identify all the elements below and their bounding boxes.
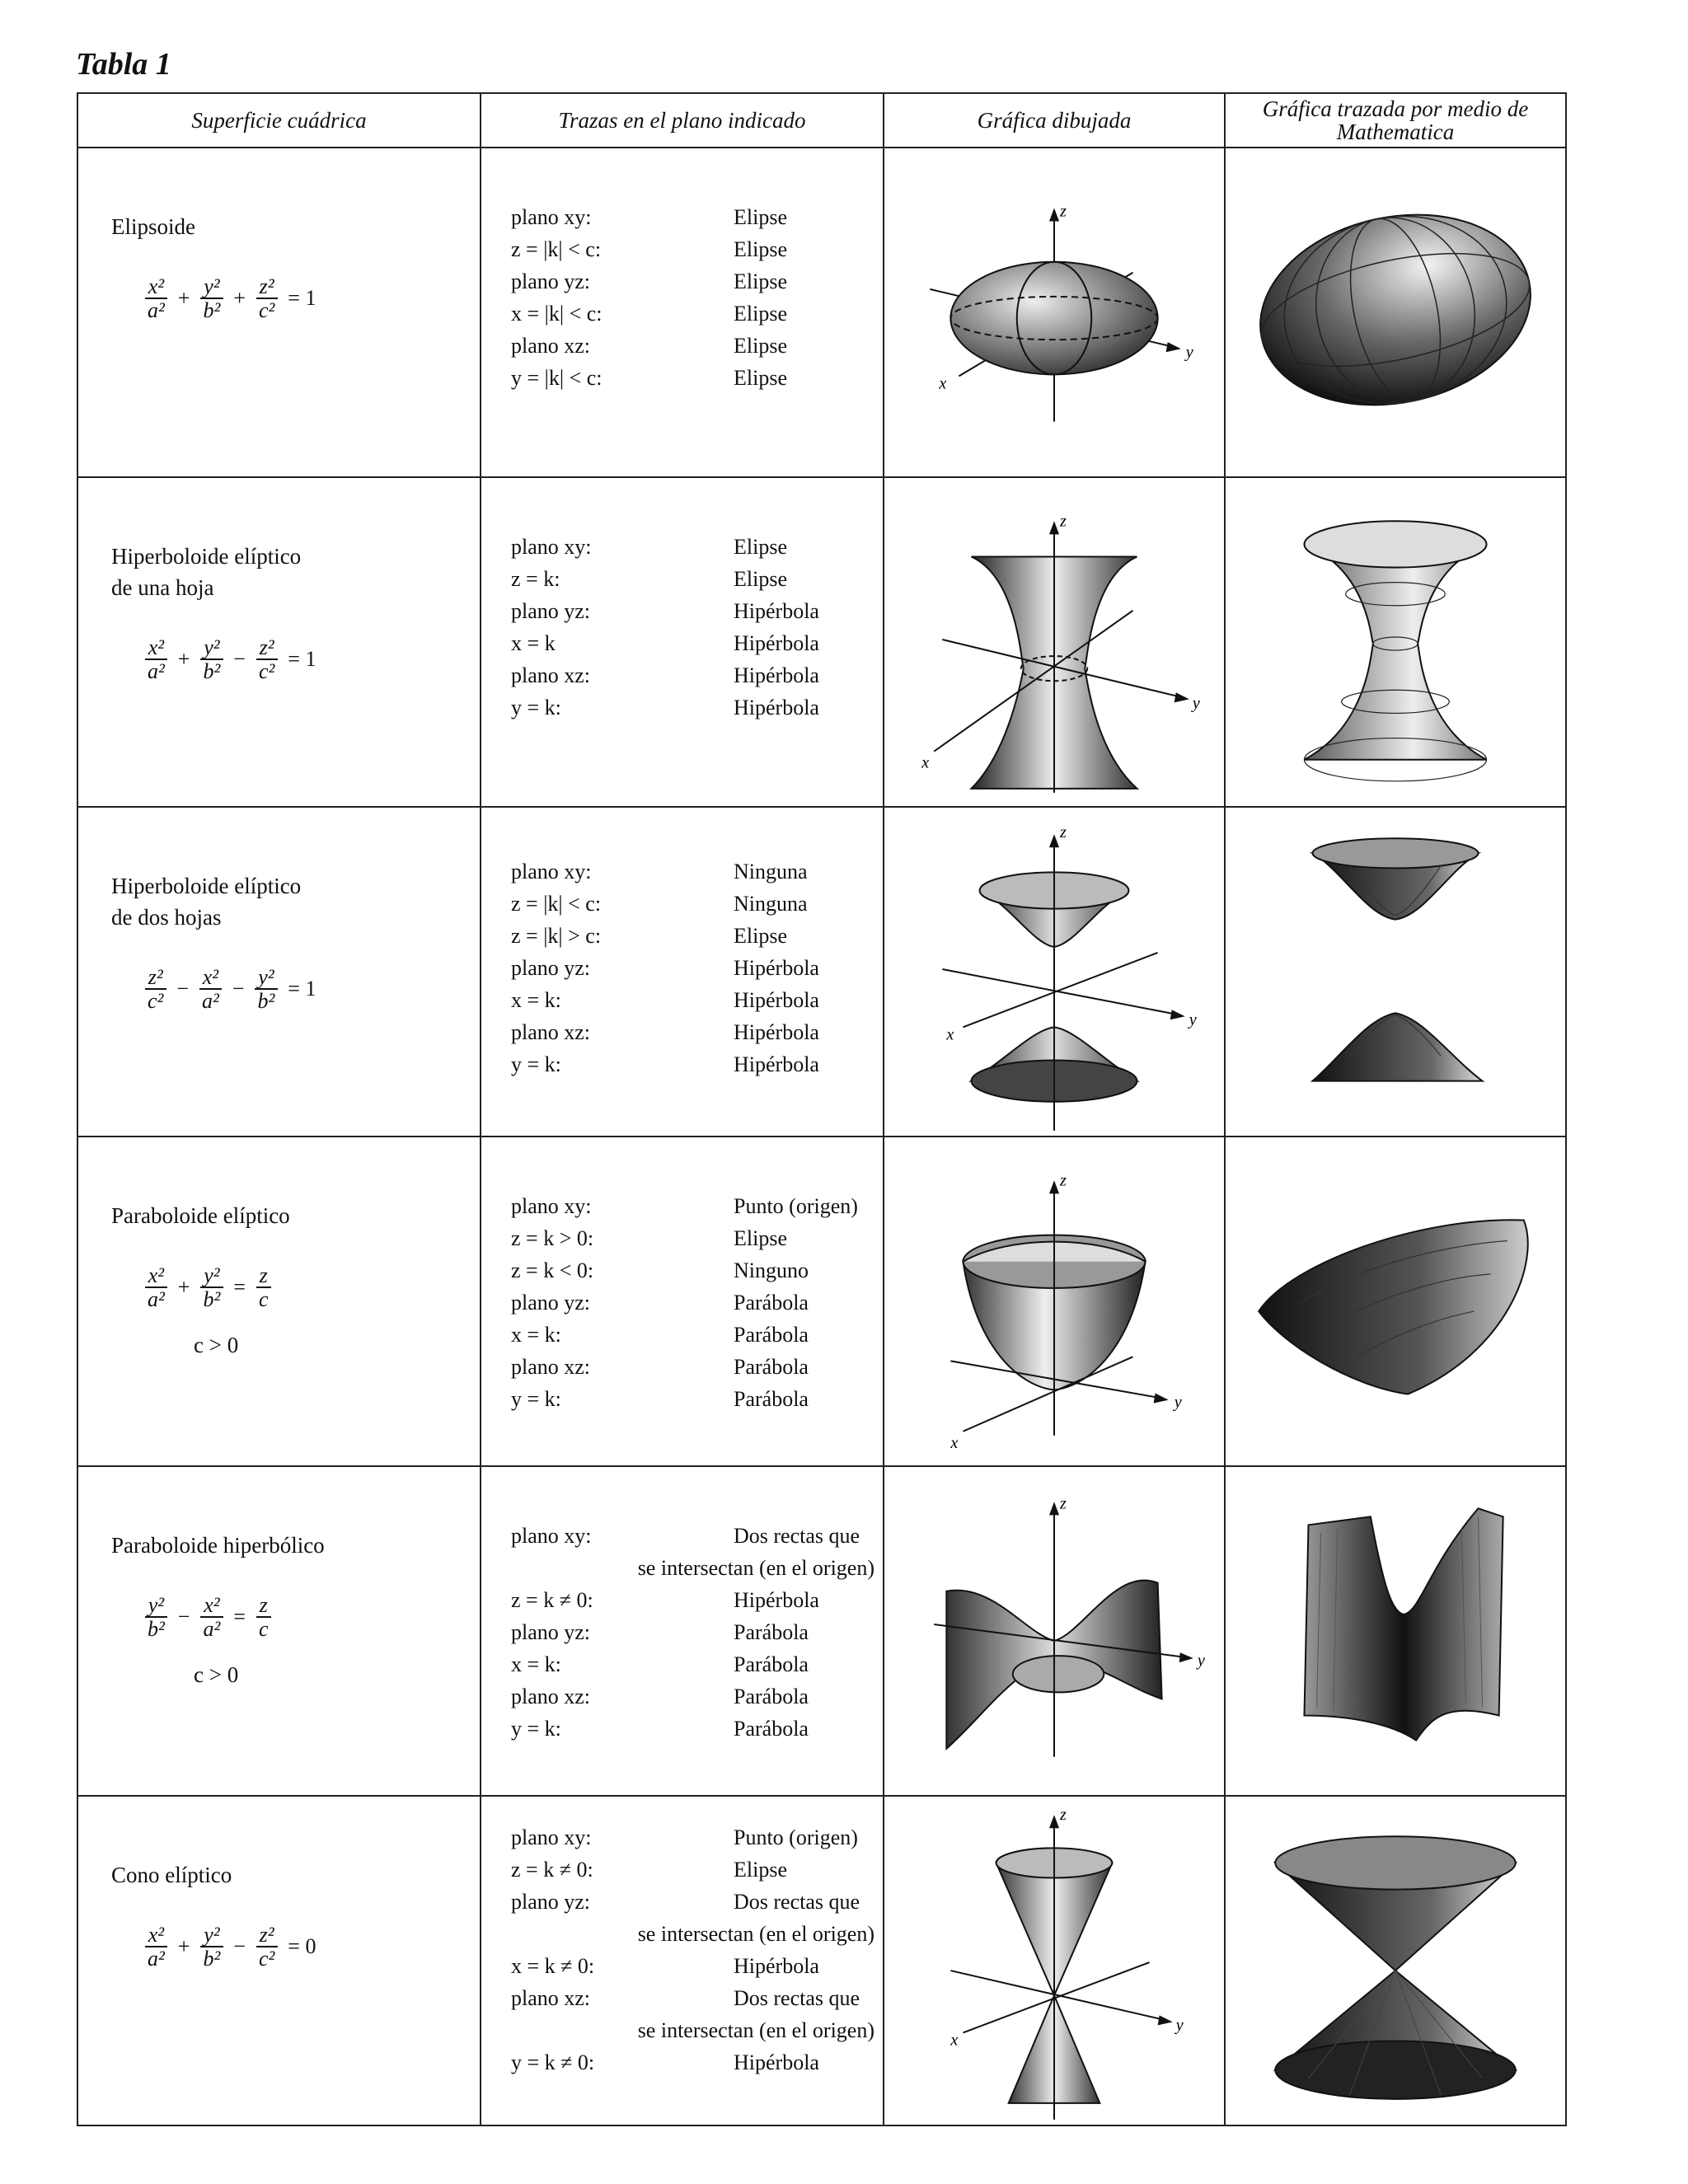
surface-equation: $\frac{\text{x²}}{\text{a²}}$ + $\frac{\text{y²}}{\text{b²}}$ = $\frac{z}{c}$ — [144, 1264, 480, 1311]
table-row — [77, 477, 1566, 807]
z-axis-label: z — [1060, 1806, 1067, 1825]
list-item: plano xz: Dos rectas que — [511, 1986, 860, 2010]
surface-cell — [77, 477, 481, 807]
hyperboloid-two-sheets-drawing — [884, 808, 1224, 1136]
traces-list — [511, 1821, 883, 2079]
quadric-surfaces-table — [77, 92, 1567, 2126]
traces-list — [511, 1190, 883, 1415]
traces-cell — [481, 477, 884, 807]
surface-equation: $\frac{\text{z²}}{\text{c²}}$ − $\frac{\text{x²}}{\text{a²}}$ − $\frac{\text{y²}}{\text{b²}}$ = 1 — [144, 966, 480, 1013]
table-row — [77, 1466, 1566, 1796]
drawn-graph-cell — [884, 1796, 1225, 2125]
surface-condition: c > 0 — [194, 1332, 239, 1357]
traces-list — [511, 201, 883, 394]
header-mathematica-graph: Gráfica trazada por medio de Mathematica — [1225, 93, 1566, 148]
list-item: plano xy: Elipse — [511, 205, 787, 229]
table-row — [77, 148, 1566, 477]
y-axis-label: y — [1175, 2016, 1184, 2035]
list-item: y = k ≠ 0: Hipérbola — [511, 2050, 819, 2074]
z-axis-label: z — [1060, 512, 1067, 531]
list-item: plano yz: Hipérbola — [511, 956, 819, 980]
list-item: plano yz: Hipérbola — [511, 599, 819, 623]
list-item: plano xz: Parábola — [511, 1355, 809, 1379]
traces-list — [511, 1520, 883, 1745]
mathematica-graph-cell — [1225, 1466, 1566, 1796]
hyperboloid-one-sheet-drawing — [884, 478, 1224, 806]
x-axis-label: x — [950, 1433, 959, 1452]
list-item: z = |k| < c: Ninguna — [511, 892, 808, 916]
list-item: z = |k| > c: Elipse — [511, 924, 787, 948]
list-item: x = k ≠ 0: Hipérbola — [511, 1954, 819, 1978]
surface-name: Cono elíptico — [111, 1863, 232, 1887]
list-item: plano xy: Dos rectas que — [511, 1524, 860, 1548]
table-row — [77, 1137, 1566, 1466]
elliptic-cone-mathematica — [1226, 1797, 1565, 2125]
z-axis-label: z — [1060, 202, 1067, 221]
surface-name: Elipsoide — [111, 214, 195, 239]
list-item: plano xy: Ninguna — [511, 860, 808, 883]
list-item: plano xz: Hipérbola — [511, 1020, 819, 1044]
traces-cell — [481, 1466, 884, 1796]
list-item: z = k ≠ 0: Elipse — [511, 1858, 787, 1882]
list-item: plano xz: Elipse — [511, 334, 787, 358]
surface-equation: $\frac{\text{x²}}{\text{a²}}$ + $\frac{\text{y²}}{\text{b²}}$ − $\frac{\text{z²}}{\text{c²}}$ = 1 — [144, 636, 480, 683]
mathematica-graph-cell — [1225, 148, 1566, 477]
y-axis-label: y — [1174, 1393, 1182, 1412]
surface-equation: $\frac{\text{x²}}{\text{a²}}$ + $\frac{\text{y²}}{\text{b²}}$ + $\frac{\text{z²}}{\text{c²}}$ = 1 — [144, 275, 480, 322]
list-item: x = k: Hipérbola — [511, 988, 819, 1012]
list-item: x = k: Parábola — [511, 1323, 809, 1347]
list-item: plano xy: Punto (origen) — [511, 1825, 858, 1849]
mathematica-graph-cell — [1225, 1137, 1566, 1466]
mathematica-graph-cell — [1225, 1796, 1566, 2125]
y-axis-label: y — [1197, 1652, 1205, 1671]
list-item: plano xy: Punto (origen) — [511, 1194, 858, 1218]
x-axis-label: x — [939, 374, 947, 393]
mathematica-graph-cell — [1225, 477, 1566, 807]
hyperbolic-paraboloid-drawing — [884, 1467, 1224, 1795]
list-item: y = |k| < c: Elipse — [511, 366, 787, 390]
z-axis-label: z — [1060, 1171, 1067, 1190]
surface-equation: $\frac{\text{x²}}{\text{a²}}$ + $\frac{\text{y²}}{\text{b²}}$ − $\frac{\text{z²}}{\text{c²}}$ = 0 — [144, 1924, 480, 1971]
surface-condition: c > 0 — [194, 1661, 239, 1687]
surface-name: Paraboloide hiperbólico — [111, 1533, 325, 1558]
drawn-graph-cell — [884, 807, 1225, 1137]
list-item: x = k Hipérbola — [511, 631, 819, 655]
surface-cell — [77, 148, 481, 477]
surface-cell — [77, 807, 481, 1137]
traces-cell — [481, 148, 884, 477]
traces-cell — [481, 807, 884, 1137]
list-item: y = k: Hipérbola — [511, 1052, 819, 1076]
header-traces: Trazas en el plano indicado — [481, 93, 884, 148]
header-surface: Superficie cuádrica — [77, 93, 481, 148]
list-item: y = k: Parábola — [511, 1717, 809, 1741]
list-item: plano yz: Dos rectas que — [511, 1890, 860, 1914]
table-row — [77, 807, 1566, 1137]
traces-cell — [481, 1796, 884, 2125]
traces-list — [511, 531, 883, 724]
drawn-graph-cell — [884, 477, 1225, 807]
z-axis-label: z — [1060, 823, 1067, 842]
mathematica-graph-cell — [1225, 807, 1566, 1137]
list-item: z = k > 0: Elipse — [511, 1226, 787, 1250]
header-row — [77, 93, 1566, 148]
surface-name: Hiperboloide elíptico de una hoja — [111, 544, 302, 600]
drawn-graph-cell — [884, 1466, 1225, 1796]
traces-cell — [481, 1137, 884, 1466]
y-axis-label: y — [1192, 694, 1200, 713]
list-item: y = k: Parábola — [511, 1387, 809, 1411]
surface-name: Paraboloide elíptico — [111, 1203, 290, 1228]
y-axis-label: y — [1185, 343, 1193, 362]
list-item: z = |k| < c: Elipse — [511, 237, 787, 261]
list-item: y = k: Hipérbola — [511, 696, 819, 719]
list-item: se intersectan (en el origen) — [637, 2018, 874, 2042]
surface-equation: $\frac{\text{y²}}{\text{b²}}$ − $\frac{\text{x²}}{\text{a²}}$ = $\frac{z}{c}$ — [144, 1594, 480, 1641]
table-caption: Tabla 1 — [76, 47, 171, 82]
list-item: x = k: Parábola — [511, 1652, 809, 1676]
x-axis-label: x — [946, 1025, 954, 1044]
list-item: z = k: Elipse — [511, 567, 787, 591]
header-drawn-graph: Gráfica dibujada — [884, 93, 1225, 148]
list-item: plano yz: Elipse — [511, 269, 787, 293]
x-axis-label: x — [950, 2031, 959, 2050]
list-item: x = |k| < c: Elipse — [511, 302, 787, 326]
list-item: plano yz: Parábola — [511, 1620, 809, 1644]
hyperboloid-one-sheet-mathematica — [1226, 478, 1565, 806]
list-item: se intersectan (en el origen) — [637, 1556, 874, 1580]
drawn-graph-cell — [884, 1137, 1225, 1466]
list-item: plano xz: Parábola — [511, 1685, 809, 1708]
list-item: plano xy: Elipse — [511, 535, 787, 559]
x-axis-label: x — [921, 753, 930, 772]
elliptic-paraboloid-drawing — [884, 1137, 1224, 1465]
ellipsoid-drawing — [884, 148, 1224, 476]
surface-cell — [77, 1466, 481, 1796]
hyperboloid-two-sheets-mathematica — [1226, 808, 1565, 1136]
list-item: plano yz: Parábola — [511, 1291, 809, 1315]
z-axis-label: z — [1060, 1494, 1067, 1513]
ellipsoid-mathematica — [1226, 148, 1565, 476]
traces-list — [511, 855, 883, 1080]
y-axis-label: y — [1189, 1010, 1197, 1029]
list-item: z = k < 0: Ninguno — [511, 1258, 809, 1282]
elliptic-paraboloid-mathematica — [1226, 1137, 1565, 1465]
elliptic-cone-drawing — [884, 1797, 1224, 2125]
table-row — [77, 1796, 1566, 2125]
surface-cell — [77, 1796, 481, 2125]
list-item: z = k ≠ 0: Hipérbola — [511, 1588, 819, 1612]
surface-cell — [77, 1137, 481, 1466]
drawn-graph-cell — [884, 148, 1225, 477]
list-item: se intersectan (en el origen) — [637, 1922, 874, 1946]
list-item: plano xz: Hipérbola — [511, 663, 819, 687]
surface-name: Hiperboloide elíptico de dos hojas — [111, 874, 302, 930]
hyperbolic-paraboloid-mathematica — [1226, 1467, 1565, 1795]
